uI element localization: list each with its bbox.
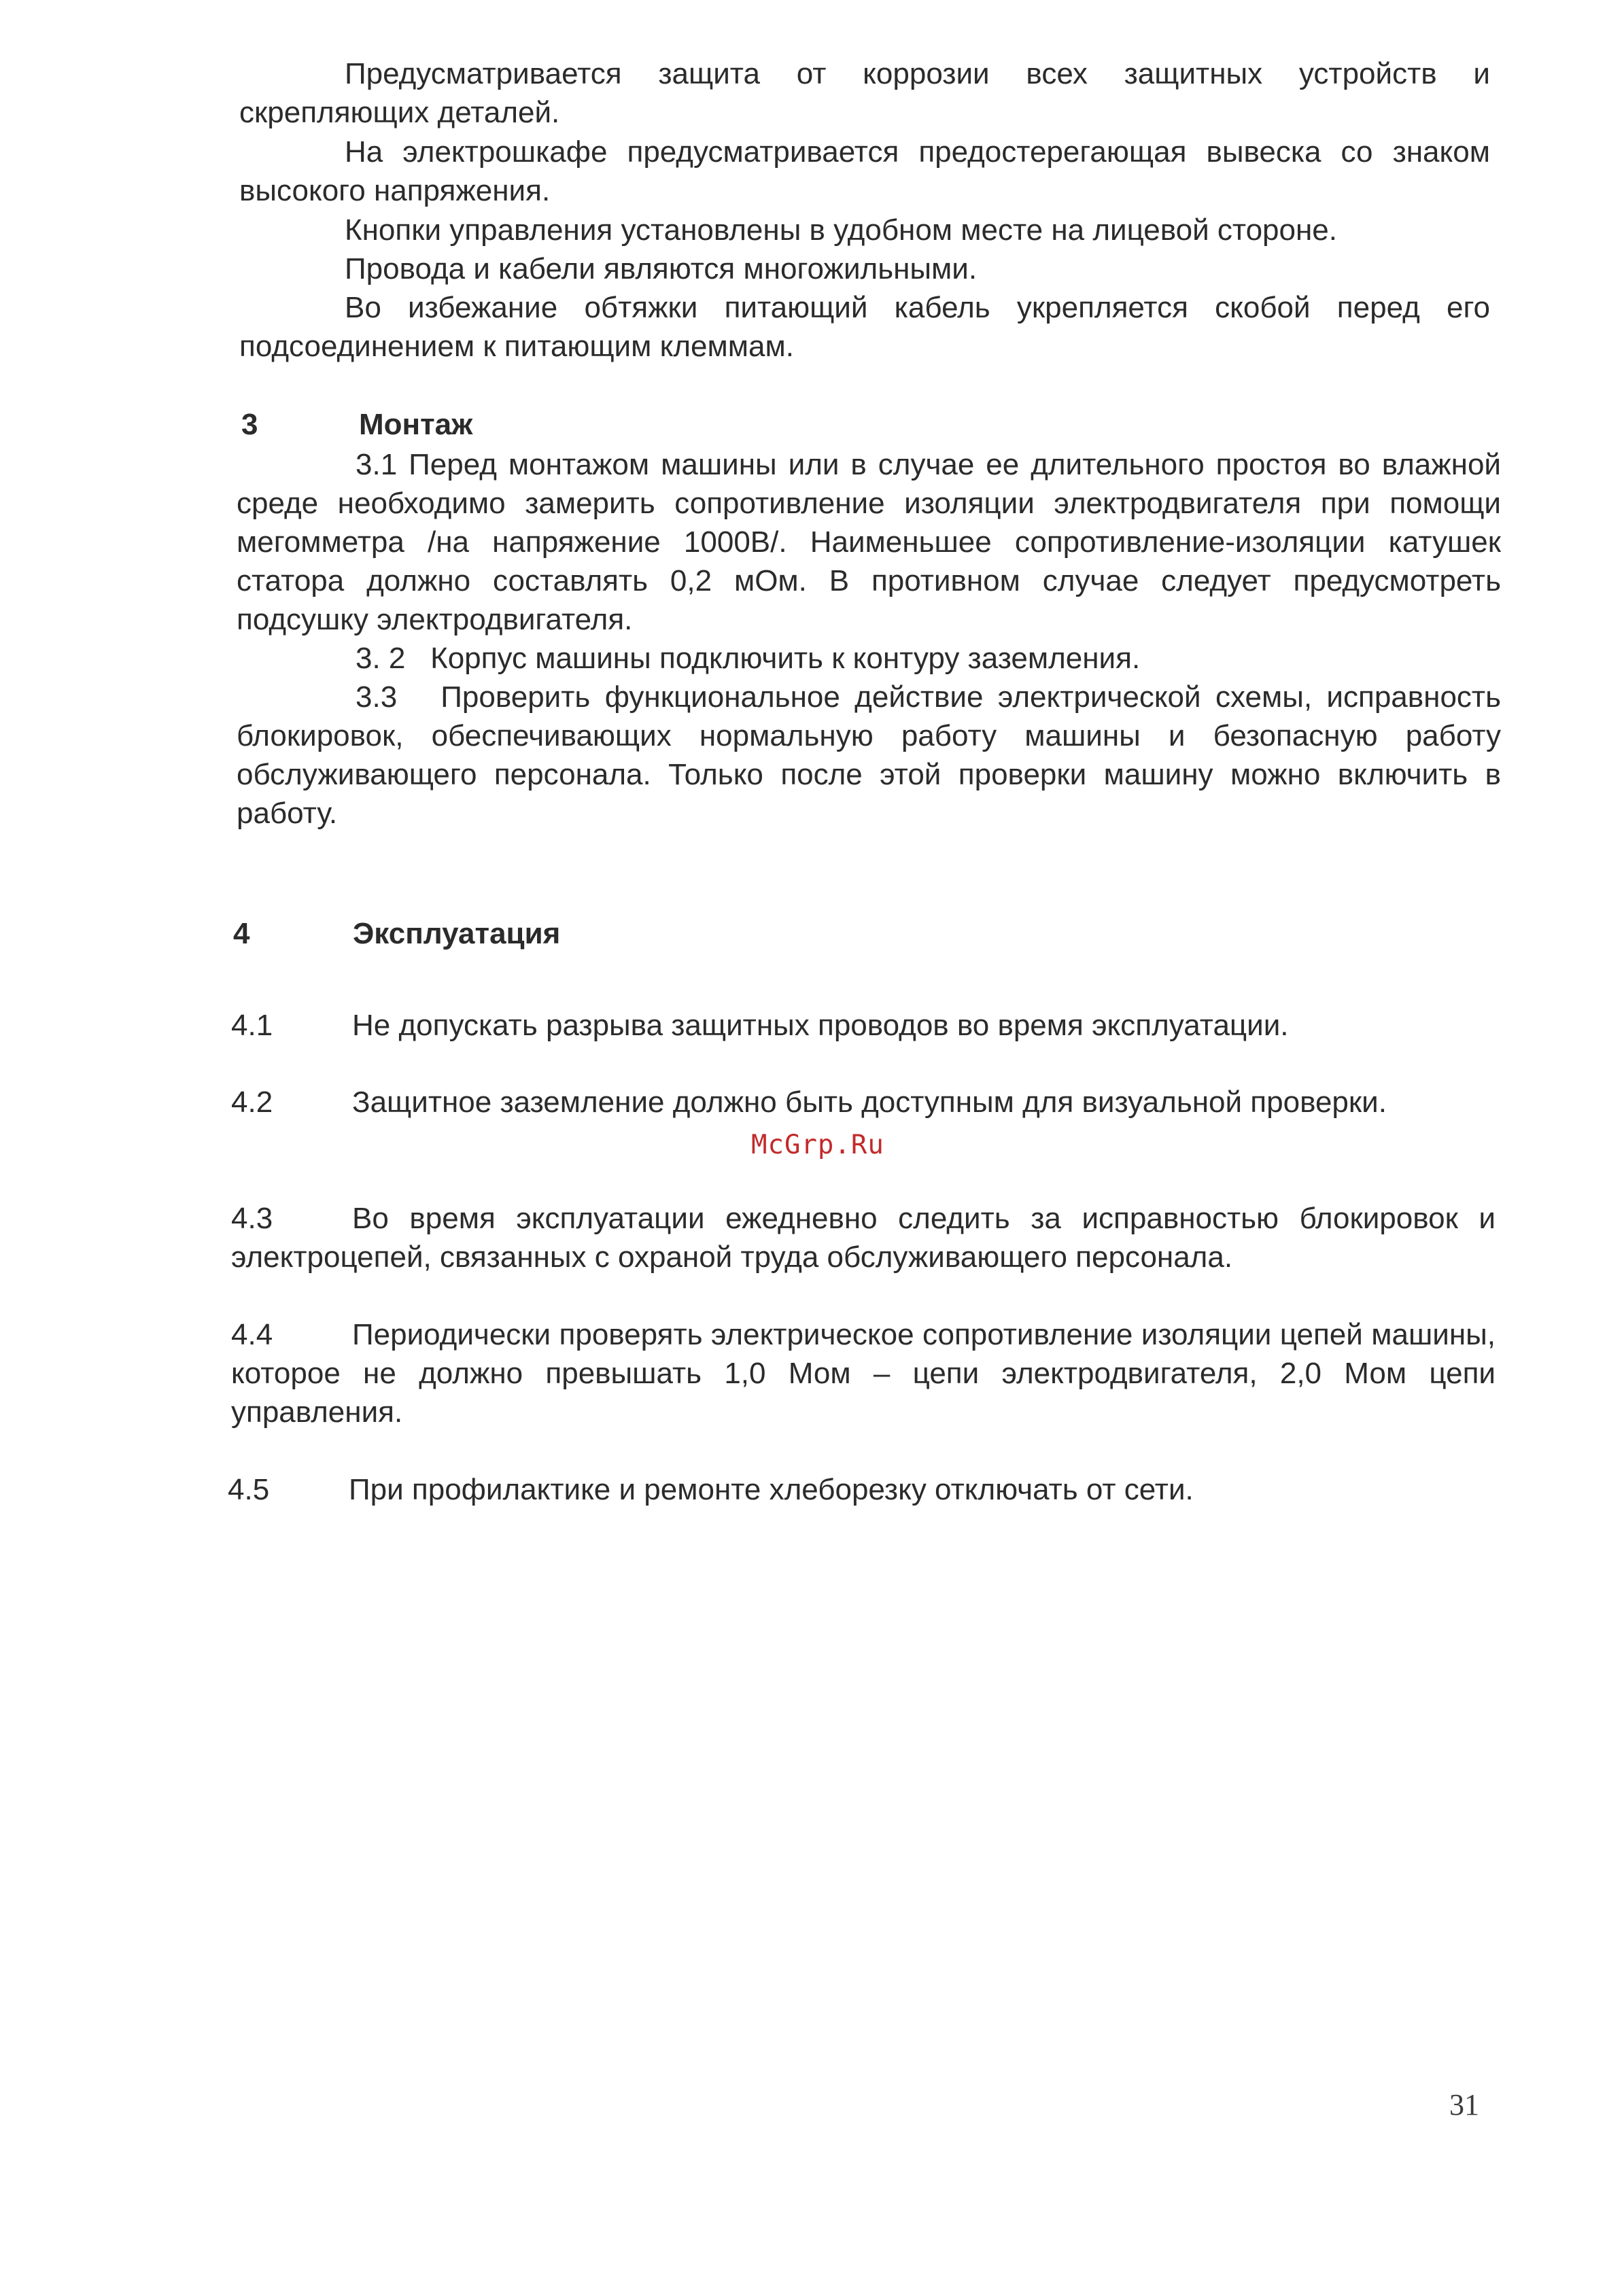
item-text: Во время эксплуатации ежедневно следить за исправностью блокировок и электроцепей, связанных с охраной труда обслуживающего персонала. <box>231 1202 1496 1274</box>
section-4-item-4-4 <box>231 1315 1496 1431</box>
section-title: Монтаж <box>359 408 473 441</box>
intro-paragraph-buttons: Кнопки управления установлены в удобном месте на лицевой стороне. <box>345 213 1337 247</box>
page-number: 31 <box>1449 2088 1479 2121</box>
intro-paragraph-cable: Во избежание обтяжки питающий кабель укрепляется скобой перед его подсоединением к питающим клеммам. <box>239 291 1490 363</box>
intro-paragraph-warning-sign: На электрошкафе предусматривается предостерегающая вывеска со знаком высокого напряжения. <box>239 135 1490 207</box>
section-number: 3 <box>241 408 258 441</box>
section-4-item-4-5 <box>228 1470 1492 1509</box>
item-number: 4.5 <box>228 1473 270 1506</box>
section-number: 4 <box>233 917 250 950</box>
section-3-heading <box>241 405 785 444</box>
item-number: 4.4 <box>231 1318 273 1351</box>
section-4-item-4-1 <box>231 1006 1496 1045</box>
section-4-heading <box>233 914 845 953</box>
item-number: 4.3 <box>231 1202 273 1235</box>
item-text: При профилактике и ремонте хлеборезку отключать от сети. <box>349 1473 1194 1506</box>
intro-paragraph-corrosion: Предусматривается защита от коррозии всех защитных устройств и скрепляющих деталей. <box>239 57 1490 129</box>
watermark: McGrp.Ru <box>751 1130 884 1160</box>
item-text: Защитное заземление должно быть доступным для визуальной проверки. <box>352 1086 1387 1119</box>
item-text: Периодически проверять электрическое сопротивление изоляции цепей машины, которое не должно превышать 1,0 Мом – цепи электродвигателя, 2,0 Мом цепи управления. <box>231 1318 1496 1429</box>
item-text: Не допускать разрыва защитных проводов во время эксплуатации. <box>352 1009 1289 1042</box>
section-3-item-3-2: 3. 2 Корпус машины подключить к контуру заземления. <box>356 642 1141 675</box>
section-3-item-3-3: 3.3 Проверить функциональное действие электрической схемы, исправность блокировок, обеспечивающих нормальную работу машины и безопасную работу обслуживающего персонала. Только после этой проверки машину можно включить в работу. <box>237 680 1510 830</box>
section-3-item-3-1: 3.1 Перед монтажом машины или в случае ее длительного простоя во влажной среде необходимо замерить сопротивление изоляции электродвигателя при помощи мегомметра /на напряжение 1000В/. Наименьшее сопротивление-изоляции катушек статора должно составлять 0,2 мОм. В противном случае следует предусмотреть подсушку электродвигателя. <box>237 448 1501 636</box>
section-4-item-4-3 <box>231 1199 1496 1277</box>
item-number: 4.1 <box>231 1009 273 1042</box>
intro-paragraph-wires: Провода и кабели являются многожильными. <box>345 252 978 285</box>
section-4-item-4-2 <box>231 1083 1434 1122</box>
section-title: Эксплуатация <box>353 917 561 950</box>
item-number: 4.2 <box>231 1086 273 1119</box>
